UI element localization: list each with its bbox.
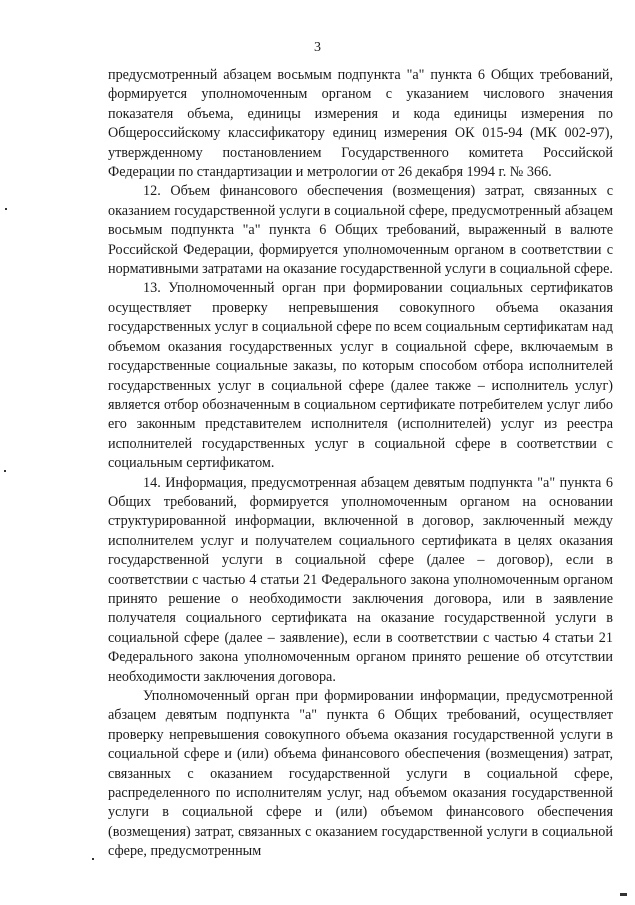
paragraph-authority-check: Уполномоченный орган при формировании информации, предусмотренной абзацем девятым подпункта "а" пункта 6 Общих требований, осуществляет проверку непревышения совокупного объема оказания государственной услуги в социальной сфере и (или) объема финансового обеспечения (возмещения) затрат, связанных с оказанием государственной услуги в социальной сфере, распределенного по исполнителям услуг, над объемом оказания государственной услуги в социальной сфере и (или) объемом финансового обеспечения (возмещения) затрат, связанных с оказанием государственной услуги в социальной сфере, предусмотренным bbox=[108, 688, 613, 860]
page-number: 3 bbox=[314, 40, 321, 55]
paragraph-item-14: 14. Информация, предусмотренная абзацем девятым подпункта "а" пункта 6 Общих требований, формируется уполномоченным органом на основании структурированной информации, включенной в договор, заключенный между исполнителем услуг и получателем социального сертификата в целях оказания государственной услуги в социальной сфере (далее – договор), если в соответствии с частью 4 статьи 21 Федерального закона уполномоченным органом принято решение о необходимости заключения договора, или в заявление получателя социального сертификата на оказание государственной услуги в социальной сфере (далее – заявление), если в соответствии с частью 4 статьи 21 Федерального закона уполномоченным органом принято решение об отсутствии необходимости заключения договора. bbox=[108, 474, 613, 685]
document-body bbox=[108, 66, 613, 862]
paragraph-continuation: предусмотренный абзацем восьмым подпункта "а" пункта 6 Общих требований, формируется уполномоченным органом с указанием числового значения показателя объема, единицы измерения и кода единицы измерения по Общероссийскому классификатору единиц измерения ОК 015-94 (МК 002-97), утвержденному постановлением Государственного комитета Российской Федерации по стандартизации и метрологии от 26 декабря 1994 г. № 366. bbox=[108, 67, 613, 181]
scan-mark bbox=[5, 208, 7, 210]
scan-mark bbox=[620, 893, 627, 896]
paragraph-item-13: 13. Уполномоченный орган при формировании социальных сертификатов осуществляет проверку непревышения совокупного объема оказания государственных услуг в социальной сфере по всем социальным сертификатам над объемом оказания государственных услуг в социальной сфере, включаемым в государственные социальные заказы, по которым способом отбора исполнителей государственных услуг в социальной сфере (далее также – исполнитель услуг) является отбор обозначенным в социальном сертификате потребителем услуг либо его законным представителем исполнителя (исполнителей) услуг из реестра исполнителей государственных услуг в социальной сфере в соответствии с социальным сертификатом. bbox=[108, 280, 613, 472]
scan-mark bbox=[92, 858, 94, 860]
scan-mark bbox=[4, 470, 6, 472]
paragraph-item-12: 12. Объем финансового обеспечения (возмещения) затрат, связанных с оказанием государственной услуги в социальной сфере, предусмотренный абзацем восьмым подпункта "а" пункта 6 Общих требований, выраженный в валюте Российской Федерации, формируется уполномоченным органом в соответствии с нормативными затратами на оказание государственной услуги в социальной сфере. bbox=[108, 183, 613, 278]
